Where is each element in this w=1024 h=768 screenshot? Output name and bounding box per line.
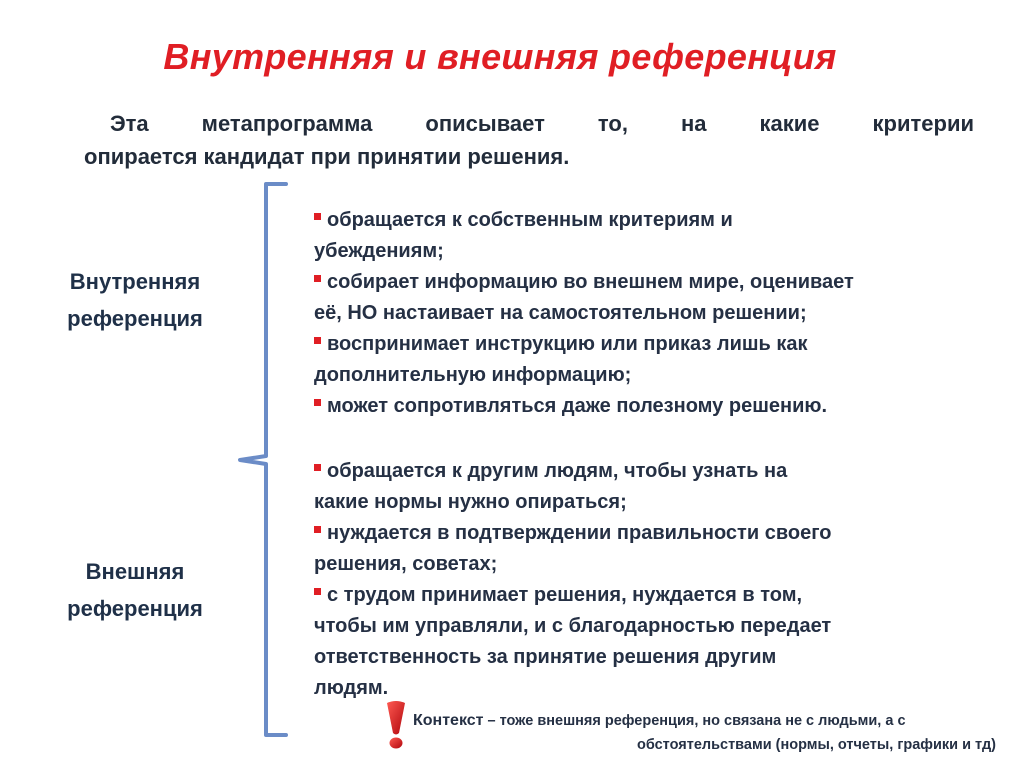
- list-item-continuation: убеждениям;: [314, 240, 444, 262]
- context-text-line-1: – тоже внешняя референция, но связана не с людьми, а с: [483, 713, 906, 729]
- list-item: может сопротивляться даже полезному решению.: [314, 391, 1014, 422]
- list-item: с трудом принимает решения, нуждается в том,: [314, 580, 1014, 611]
- list-item: обращается к собственным критериям и: [314, 205, 1014, 236]
- list-item: обращается к другим людям, чтобы узнать на: [314, 456, 1014, 487]
- square-bullet-icon: [314, 337, 321, 344]
- square-bullet-icon: [314, 588, 321, 595]
- list-item-continuation: её, НО настаивает на самостоятельном решении;: [314, 302, 807, 324]
- list-item: нуждается в подтверждении правильности своего: [314, 518, 1014, 549]
- list-item-continuation: людям.: [314, 677, 389, 699]
- context-note: [413, 709, 1013, 757]
- square-bullet-icon: [314, 213, 321, 220]
- square-bullet-icon: [314, 464, 321, 471]
- list-item-continuation: решения, советах;: [314, 553, 498, 575]
- internal-reference-label: Внутренняя референция: [67, 269, 203, 331]
- list-item-continuation: какие нормы нужно опираться;: [314, 491, 627, 513]
- context-text-line-2: обстоятельствами (нормы, отчеты, графики и тд): [637, 737, 996, 753]
- exclamation-icon: [381, 700, 411, 750]
- external-traits-list: [314, 456, 1014, 704]
- list-item: собирает информацию во внешнем мире, оценивает: [314, 267, 1014, 298]
- internal-traits-list: [314, 205, 1014, 422]
- list-item: воспринимает инструкцию или приказ лишь как: [314, 329, 1014, 360]
- external-reference-label: Внешняя референция: [67, 559, 203, 621]
- list-item-continuation: чтобы им управляли, и с благодарностью передает: [314, 615, 832, 637]
- list-item-continuation: дополнительную информацию;: [314, 364, 632, 386]
- list-item-continuation: ответственность за принятие решения другим: [314, 646, 777, 668]
- square-bullet-icon: [314, 275, 321, 282]
- context-keyword: Контекст: [413, 712, 484, 729]
- square-bullet-icon: [314, 526, 321, 533]
- square-bullet-icon: [314, 399, 321, 406]
- intro-text: [84, 107, 974, 173]
- intro-line-2: опирается кандидат при принятии решения.: [84, 144, 570, 169]
- page-title: Внутренняя и внешняя референция: [163, 36, 837, 77]
- curly-bracket: [234, 180, 294, 745]
- intro-line-1: Эта метапрограмма описывает то, на какие критерии: [110, 111, 974, 136]
